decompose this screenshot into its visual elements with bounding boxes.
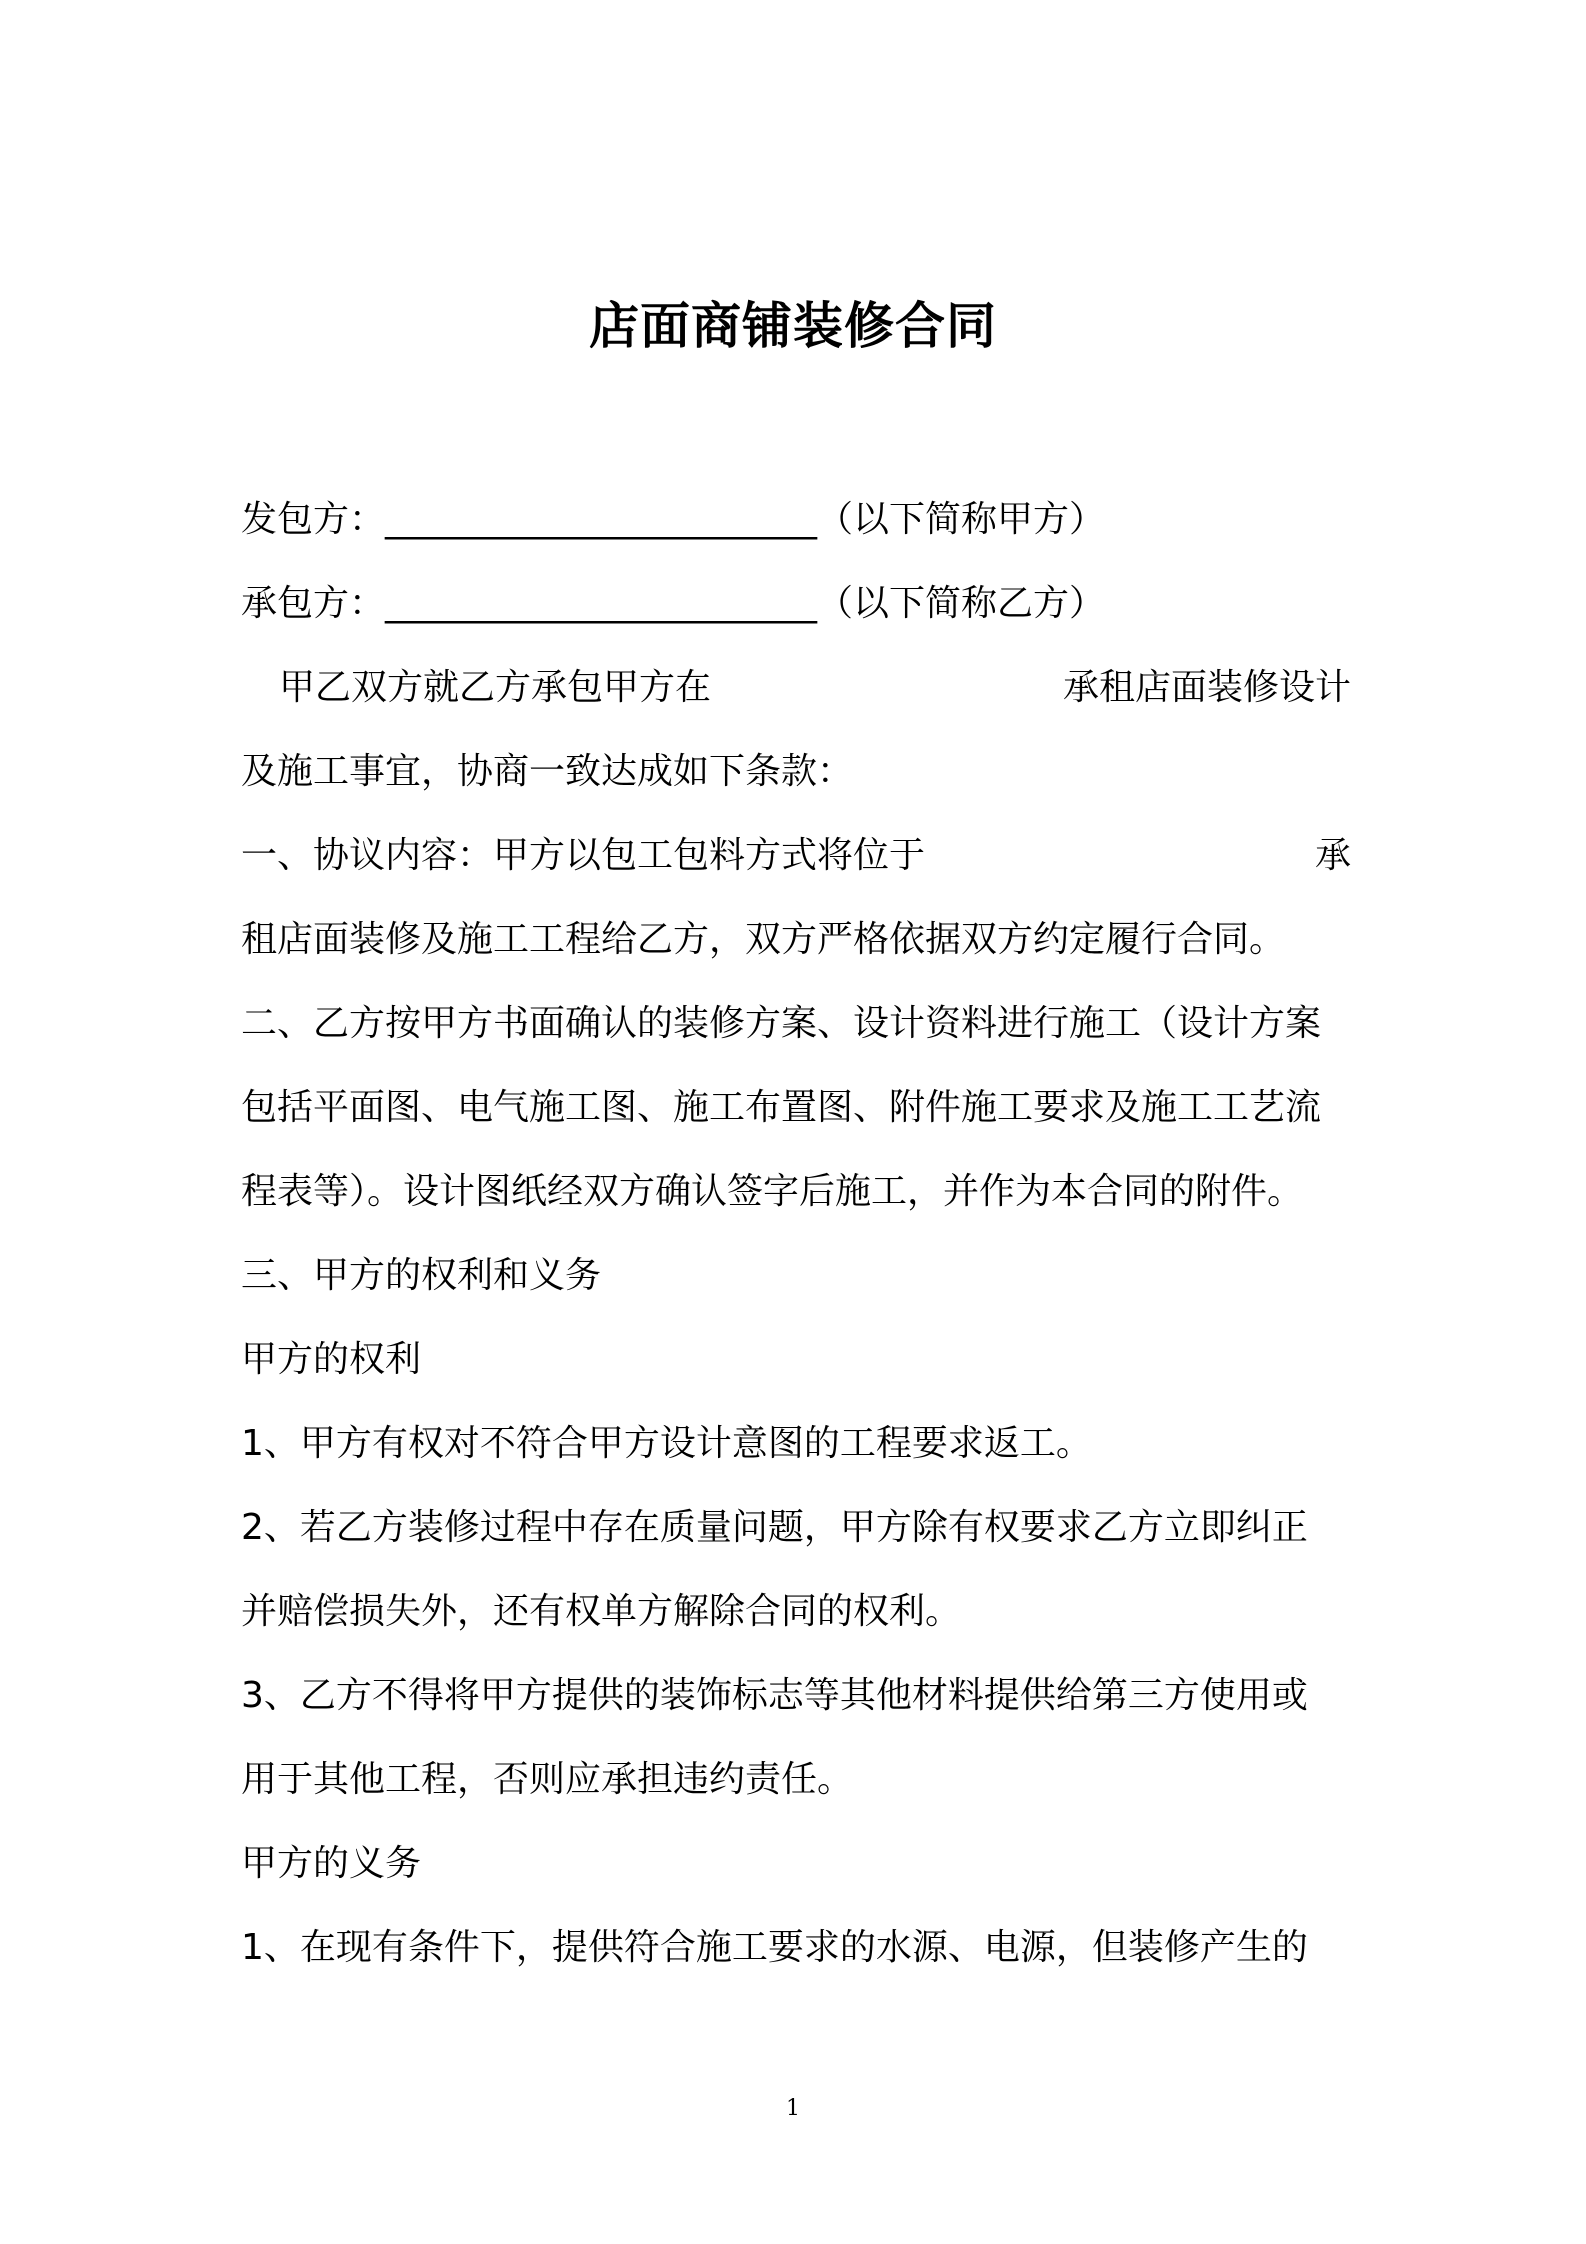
page-number: 1 xyxy=(786,2096,800,2121)
clause-1-line-1-left: 一、协议内容：甲方以包工包料方式将位于 xyxy=(241,835,926,876)
clause-3-heading: 三、甲方的权利和义务 xyxy=(241,1255,602,1296)
party-a-note: （以下简称甲方） xyxy=(817,499,1106,540)
party-b-label: 承包方： xyxy=(241,583,386,624)
intro-line-1 xyxy=(241,662,1351,714)
rights-item-1: 1、甲方有权对不符合甲方设计意图的工程要求返工。 xyxy=(241,1423,1092,1464)
clause-1-line-1 xyxy=(241,830,1351,882)
clause-1-line-1-right: 承 xyxy=(1314,835,1351,876)
clause-1-line-2: 租店面装修及施工工程给乙方，双方严格依据双方约定履行合同。 xyxy=(241,919,1286,960)
party-b-line xyxy=(241,578,1351,630)
party-a-label: 发包方： xyxy=(241,499,386,540)
duties-heading: 甲方的义务 xyxy=(241,1843,422,1884)
clause-2-line-3: 程表等）。设计图纸经双方确认签字后施工，并作为本合同的附件。 xyxy=(241,1171,1304,1212)
intro-line-1-left: 甲乙双方就乙方承包甲方在 xyxy=(279,667,712,708)
clause-2-line-2: 包括平面图、电气施工图、施工布置图、附件施工要求及施工工艺流 xyxy=(241,1087,1322,1128)
clause-2-line-1: 二、乙方按甲方书面确认的装修方案、设计资料进行施工（设计方案 xyxy=(241,1003,1322,1044)
rights-item-3-line-1: 3、乙方不得将甲方提供的装饰标志等其他材料提供给第三方使用或 xyxy=(241,1675,1308,1716)
rights-item-3-line-2: 用于其他工程，否则应承担违约责任。 xyxy=(241,1759,854,1800)
party-a-blank: ________________________ xyxy=(385,499,818,540)
party-b-note: （以下简称乙方） xyxy=(817,583,1106,624)
rights-heading: 甲方的权利 xyxy=(241,1339,422,1380)
party-b-blank: ________________________ xyxy=(385,583,818,624)
party-a-line xyxy=(241,494,1351,546)
intro-line-2: 及施工事宜，协商一致达成如下条款： xyxy=(241,751,854,792)
intro-line-1-right: 承租店面装修设计 xyxy=(1062,667,1351,708)
rights-item-2-line-1: 2、若乙方装修过程中存在质量问题，甲方除有权要求乙方立即纠正 xyxy=(241,1507,1308,1548)
document-title: 店面商铺装修合同 xyxy=(589,297,997,355)
duties-item-1-line-1: 1、在现有条件下，提供符合施工要求的水源、电源，但装修产生的 xyxy=(241,1927,1308,1968)
rights-item-2-line-2: 并赔偿损失外，还有权单方解除合同的权利。 xyxy=(241,1591,962,1632)
